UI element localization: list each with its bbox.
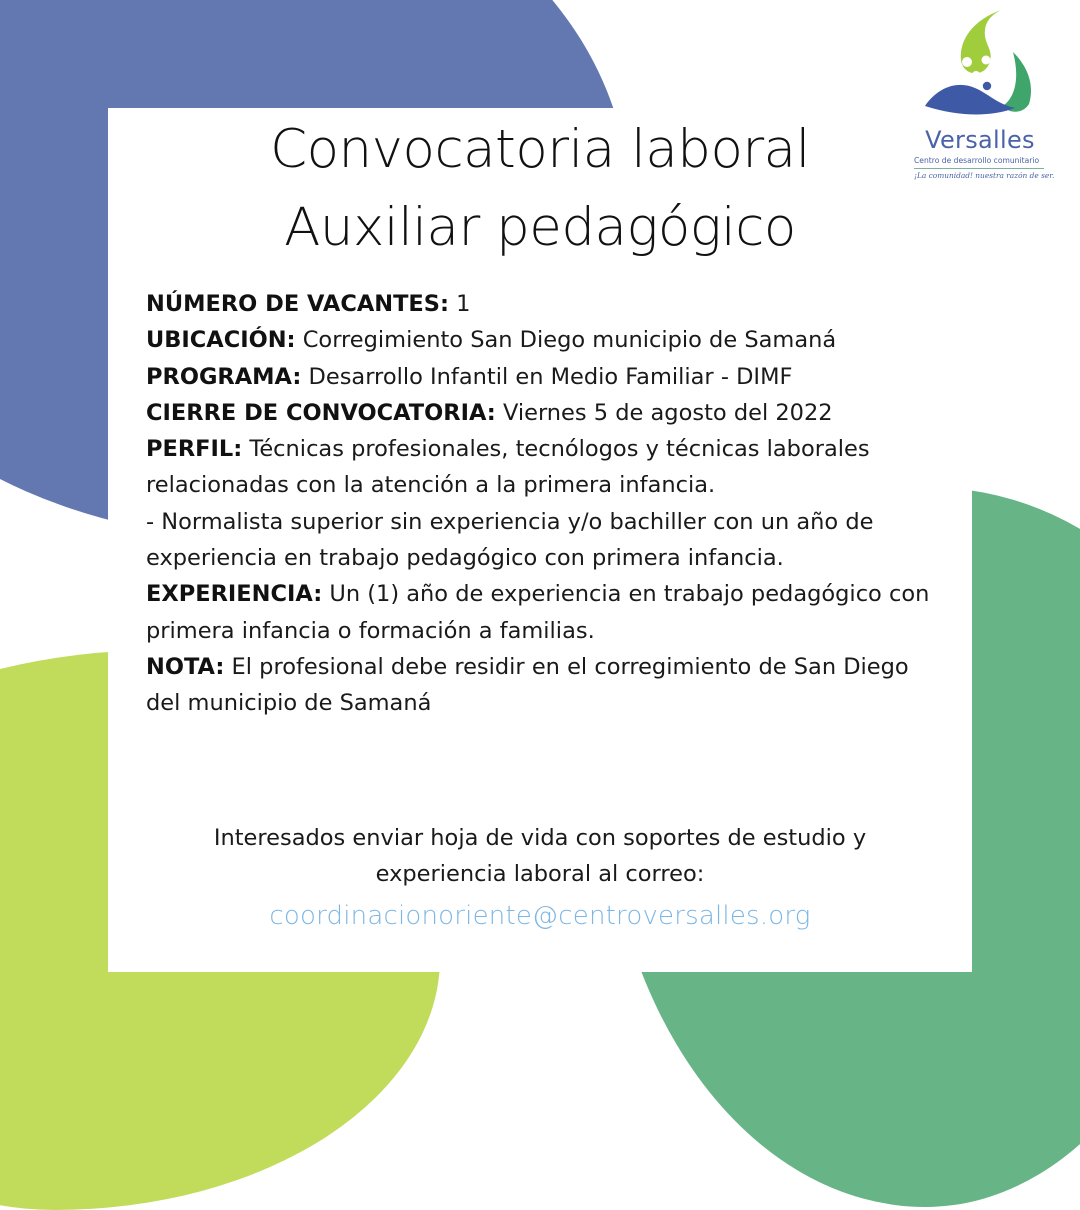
title-line-1: Convocatoria laboral xyxy=(270,119,810,180)
versalles-emblem-icon xyxy=(923,8,1043,120)
instructions-line-1: Interesados enviar hoja de vida con soportes de estudio y xyxy=(213,825,867,851)
logo-name: Versalles xyxy=(925,126,1035,154)
detail-note: NOTA: El profesional debe residir en el corregimiento de San Diego del municipio de Samaná xyxy=(146,653,909,717)
detail-experience: EXPERIENCIA: Un (1) año de experiencia en trabajo pedagógico con primera infancia o formación a familias. xyxy=(146,581,930,644)
instructions-line-2: experiencia laboral al correo: xyxy=(375,861,705,887)
detail-program: PROGRAMA: Desarrollo Infantil en Medio Familiar - DIMF xyxy=(146,363,793,390)
contact-email-link[interactable]: coordinacionoriente@centroversalles.org xyxy=(269,901,811,931)
detail-vacancies: NÚMERO DE VACANTES: 1 xyxy=(146,291,471,317)
title-line-2: Auxiliar pedagógico xyxy=(284,197,796,258)
versalles-logo xyxy=(905,8,1055,188)
detail-deadline: CIERRE DE CONVOCATORIA: Viernes 5 de agosto del 2022 xyxy=(146,399,833,426)
detail-location: UBICACIÓN: Corregimiento San Diego municipio de Samaná xyxy=(146,327,837,354)
logo-tagline: ¡La comunidad! nuestra razón de ser. xyxy=(914,171,1055,180)
application-instructions xyxy=(108,820,972,892)
logo-subtitle: Centro de desarrollo comunitario xyxy=(914,156,1040,165)
detail-profile: PERFIL: Técnicas profesionales, tecnólogos y técnicas laborales relacionadas con la atención a la primera infancia. xyxy=(146,436,870,499)
job-details xyxy=(146,286,946,722)
logo-divider xyxy=(914,168,1044,169)
announcement-card xyxy=(108,108,972,972)
detail-profile-alternative: - Normalista superior sin experiencia y/o bachiller con un año de experiencia en trabajo pedagógico con primera infancia. xyxy=(146,508,874,572)
